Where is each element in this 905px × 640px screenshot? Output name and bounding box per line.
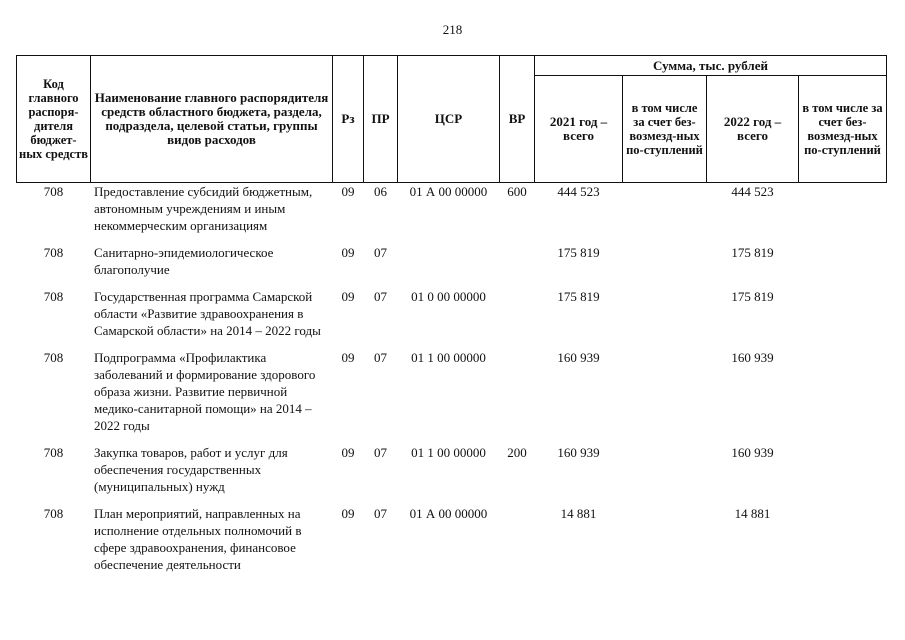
cell-sum-2021: 444 523 [557, 184, 600, 199]
cell-csr: 01 0 00 00000 [411, 289, 486, 304]
cell-sum-2022: 444 523 [731, 184, 774, 199]
header-code: Код главного распоря-дителя бюджет-ных средств [17, 56, 91, 183]
cell-sum-2022: 175 819 [731, 245, 774, 260]
cell-sum-2021: 14 881 [560, 506, 597, 521]
cell-code: 708 [43, 445, 64, 460]
header-pr: ПР [364, 56, 398, 183]
cell-gratuitous-2022 [799, 244, 887, 288]
cell-gratuitous-2021 [623, 444, 707, 505]
cell-gratuitous-2022 [799, 349, 887, 444]
table-row [17, 349, 887, 444]
header-2021-total: 2021 год – всего [535, 76, 623, 183]
header-csr: ЦСР [398, 56, 500, 183]
cell-sum-2022: 14 881 [734, 506, 771, 521]
table-row [17, 288, 887, 349]
cell-rz: 09 [341, 289, 355, 304]
table-row [17, 444, 887, 505]
cell-vr [500, 244, 535, 288]
header-rz: Рз [333, 56, 364, 183]
table-row [17, 183, 887, 245]
cell-gratuitous-2021 [623, 505, 707, 583]
cell-code: 708 [43, 289, 64, 304]
header-2022-gratuitous: в том числе за счет без-возмезд-ных по-ступлений [799, 76, 887, 183]
cell-pr: 07 [374, 506, 387, 521]
cell-pr: 07 [374, 445, 387, 460]
cell-vr [500, 349, 535, 444]
cell-pr: 06 [374, 184, 387, 199]
cell-code: 708 [43, 184, 64, 199]
cell-sum-2021: 160 939 [557, 350, 600, 365]
cell-rz: 09 [341, 506, 355, 521]
cell-sum-2021: 175 819 [557, 245, 600, 260]
cell-gratuitous-2021 [623, 288, 707, 349]
cell-csr: 01 А 00 00000 [409, 506, 488, 521]
cell-rz: 09 [341, 350, 355, 365]
header-2021-gratuitous: в том числе за счет без-возмезд-ных по-ступлений [623, 76, 707, 183]
cell-gratuitous-2022 [799, 505, 887, 583]
cell-code: 708 [43, 245, 64, 260]
table-body [17, 183, 887, 584]
header-2022-total: 2022 год – всего [707, 76, 799, 183]
cell-sum-2021: 160 939 [557, 445, 600, 460]
header-name: Наименование главного распорядителя средств областного бюджета, раздела, подраздела, целевой статьи, группы видов расходов [91, 56, 333, 183]
cell-gratuitous-2022 [799, 288, 887, 349]
cell-code: 708 [43, 506, 64, 521]
cell-vr: 600 [507, 184, 527, 199]
cell-gratuitous-2021 [623, 244, 707, 288]
cell-sum-2022: 160 939 [731, 445, 774, 460]
cell-csr [398, 244, 500, 288]
cell-pr: 07 [374, 245, 387, 260]
cell-gratuitous-2022 [799, 444, 887, 505]
cell-name: План мероприятий, направленных на исполнение отдельных полномочий в сфере здравоохранения, финансовое обеспечение деятельности [94, 506, 302, 572]
header-sum-group: Сумма, тыс. рублей [535, 56, 887, 76]
cell-name: Государственная программа Самарской области «Развитие здравоохранения в Самарской области» на 2014 – 2022 годы [94, 289, 321, 338]
cell-name: Предоставление субсидий бюджетным, автономным учреждениям и иным некоммерческим организациям [94, 184, 313, 233]
table-row [17, 505, 887, 583]
cell-rz: 09 [341, 445, 355, 460]
cell-vr: 200 [507, 445, 527, 460]
cell-csr: 01 1 00 00000 [411, 445, 486, 460]
cell-name: Закупка товаров, работ и услуг для обеспечения государственных (муниципальных) нужд [94, 445, 288, 494]
page-number: 218 [442, 22, 463, 37]
cell-pr: 07 [374, 289, 387, 304]
cell-gratuitous-2021 [623, 349, 707, 444]
cell-sum-2021: 175 819 [557, 289, 600, 304]
cell-pr: 07 [374, 350, 387, 365]
cell-name: Подпрограмма «Профилактика заболеваний и формирование здорового образа жизни. Развитие первичной медико-санитарной помощи» на 2014 – 2022 годы [94, 350, 316, 433]
cell-rz: 09 [341, 245, 355, 260]
cell-sum-2022: 175 819 [731, 289, 774, 304]
cell-rz: 09 [341, 184, 355, 199]
table-header [17, 56, 887, 183]
cell-sum-2022: 160 939 [731, 350, 774, 365]
budget-table [16, 55, 887, 583]
cell-csr: 01 1 00 00000 [411, 350, 486, 365]
cell-code: 708 [43, 350, 64, 365]
cell-gratuitous-2022 [799, 183, 887, 245]
cell-vr [500, 505, 535, 583]
header-vr: ВР [500, 56, 535, 183]
cell-gratuitous-2021 [623, 183, 707, 245]
cell-vr [500, 288, 535, 349]
cell-name: Санитарно-эпидемиологическое благополучие [94, 245, 274, 277]
table-row [17, 244, 887, 288]
cell-csr: 01 А 00 00000 [409, 184, 488, 199]
